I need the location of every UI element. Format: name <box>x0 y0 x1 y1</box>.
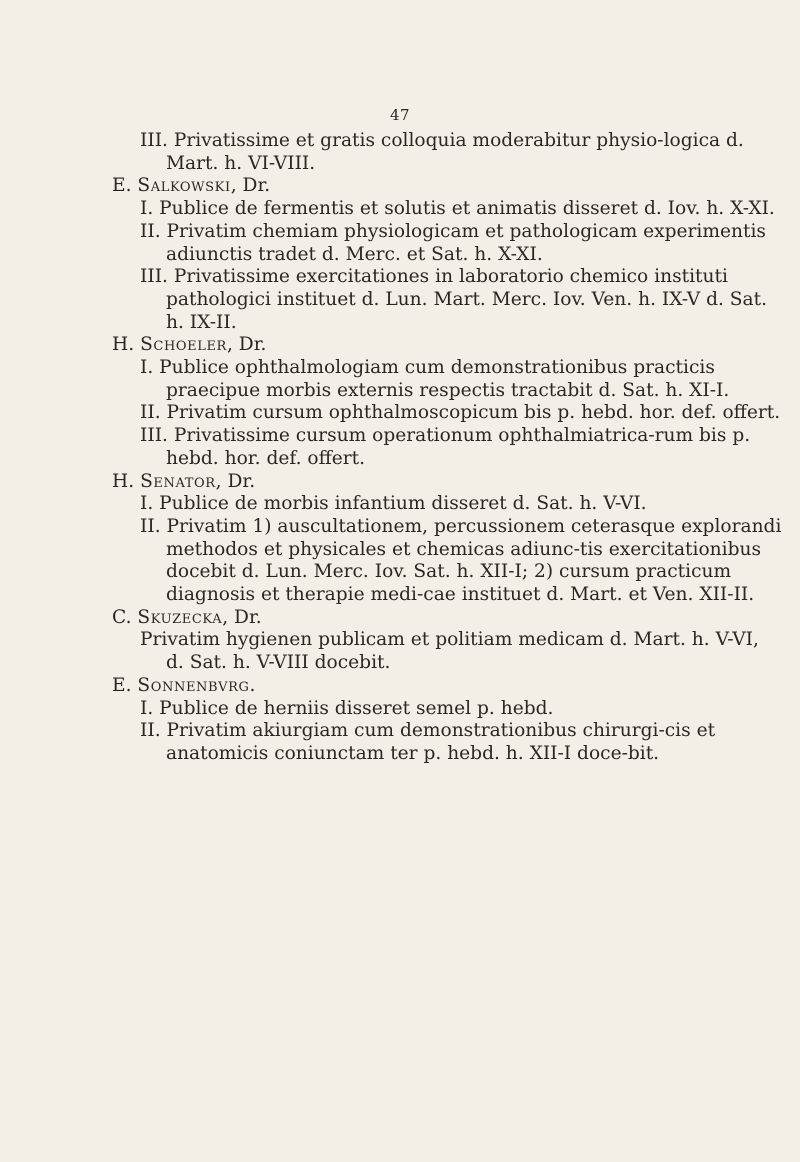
lecturer-heading: C. Skuzecka, Dr. <box>112 606 262 628</box>
course-entry: II. Privatim cursum ophthalmoscopicum bis p. hebd. hor. def. offert. <box>140 402 781 424</box>
course-entry: II. Privatim akiurgiam cum demonstrationibus chirurgi-cis et anatomicis coniunctam ter p. hebd. h. XII-I doce-bit. <box>140 720 716 764</box>
course-entry: III. Privatissime et gratis colloquia moderabitur physio-logica d. Mart. h. VI-VIII. <box>140 130 744 174</box>
course-entry: I. Publice de morbis infantium disseret d. Sat. h. V-VI. <box>140 493 647 515</box>
lecturer-initial: E. <box>112 674 132 696</box>
course-entry: II. Privatim 1) auscultationem, percussionem ceterasque explorandi methodos et physicales et chemicas adiunc-tis exercitationibus docebit d. Lun. Merc. Iov. Sat. h. XII-I; 2) cursum practicum diagnosis et therapie medi-cae instituet d. Mart. et Ven. XII-II. <box>140 515 782 606</box>
course-entry: Privatim hygienen publicam et politiam medicam d. Mart. h. V-VI, d. Sat. h. V-VIII docebit. <box>140 629 759 674</box>
lecturer-title: Dr. <box>238 334 267 356</box>
lecturer-initial: H. <box>112 470 135 492</box>
lecturer-name: Schoeler <box>140 334 227 356</box>
course-entry: I. Publice de fermentis et solutis et animatis disseret d. Iov. h. X-XI. <box>140 198 775 220</box>
course-entry: II. Privatim chemiam physiologicam et pathologicam experimentis adiunctis tradet d. Merc. et Sat. h. X-XI. <box>140 220 766 265</box>
lecturer-initial: H. <box>112 334 135 356</box>
course-entry: I. Publice ophthalmologiam cum demonstrationibus practicis praecipue morbis externis respectis tractabit d. Sat. h. XI-I. <box>140 357 730 401</box>
page-number: 47 <box>389 106 411 124</box>
lecturer-title: Dr. <box>227 470 256 492</box>
lecturer-name: Senator <box>140 470 216 492</box>
lecturer-name: Salkowski <box>137 175 231 197</box>
course-entry: III. Privatissime exercitationes in laboratorio chemico instituti pathologici instituet d. Lun. Mart. Merc. Iov. Ven. h. IX-V d. Sat. h. IX-II. <box>140 266 768 333</box>
lecturer-title: Dr. <box>242 175 271 197</box>
lecturer-heading: H. Senator, Dr. <box>112 470 256 492</box>
lecturer-initial: E. <box>112 175 132 197</box>
lecturer-name: Skuzecka <box>137 606 223 628</box>
lecturer-heading <box>112 675 782 698</box>
lecturer-title: Dr. <box>234 606 262 628</box>
lecturer-heading: H. Schoeler, Dr. <box>112 334 267 356</box>
lecturer-heading: E. Salkowski, Dr. <box>112 175 271 197</box>
course-entry: III. Privatissime cursum operationum ophthalmiatrica-rum bis p. hebd. hor. def. offert. <box>140 425 751 469</box>
lecturer-name: Sonnenbvrg. <box>137 674 257 696</box>
lecturer-initial: C. <box>112 606 132 628</box>
lecture-list <box>112 130 782 766</box>
course-entry: I. Publice de herniis disseret semel p. hebd. <box>140 697 554 719</box>
